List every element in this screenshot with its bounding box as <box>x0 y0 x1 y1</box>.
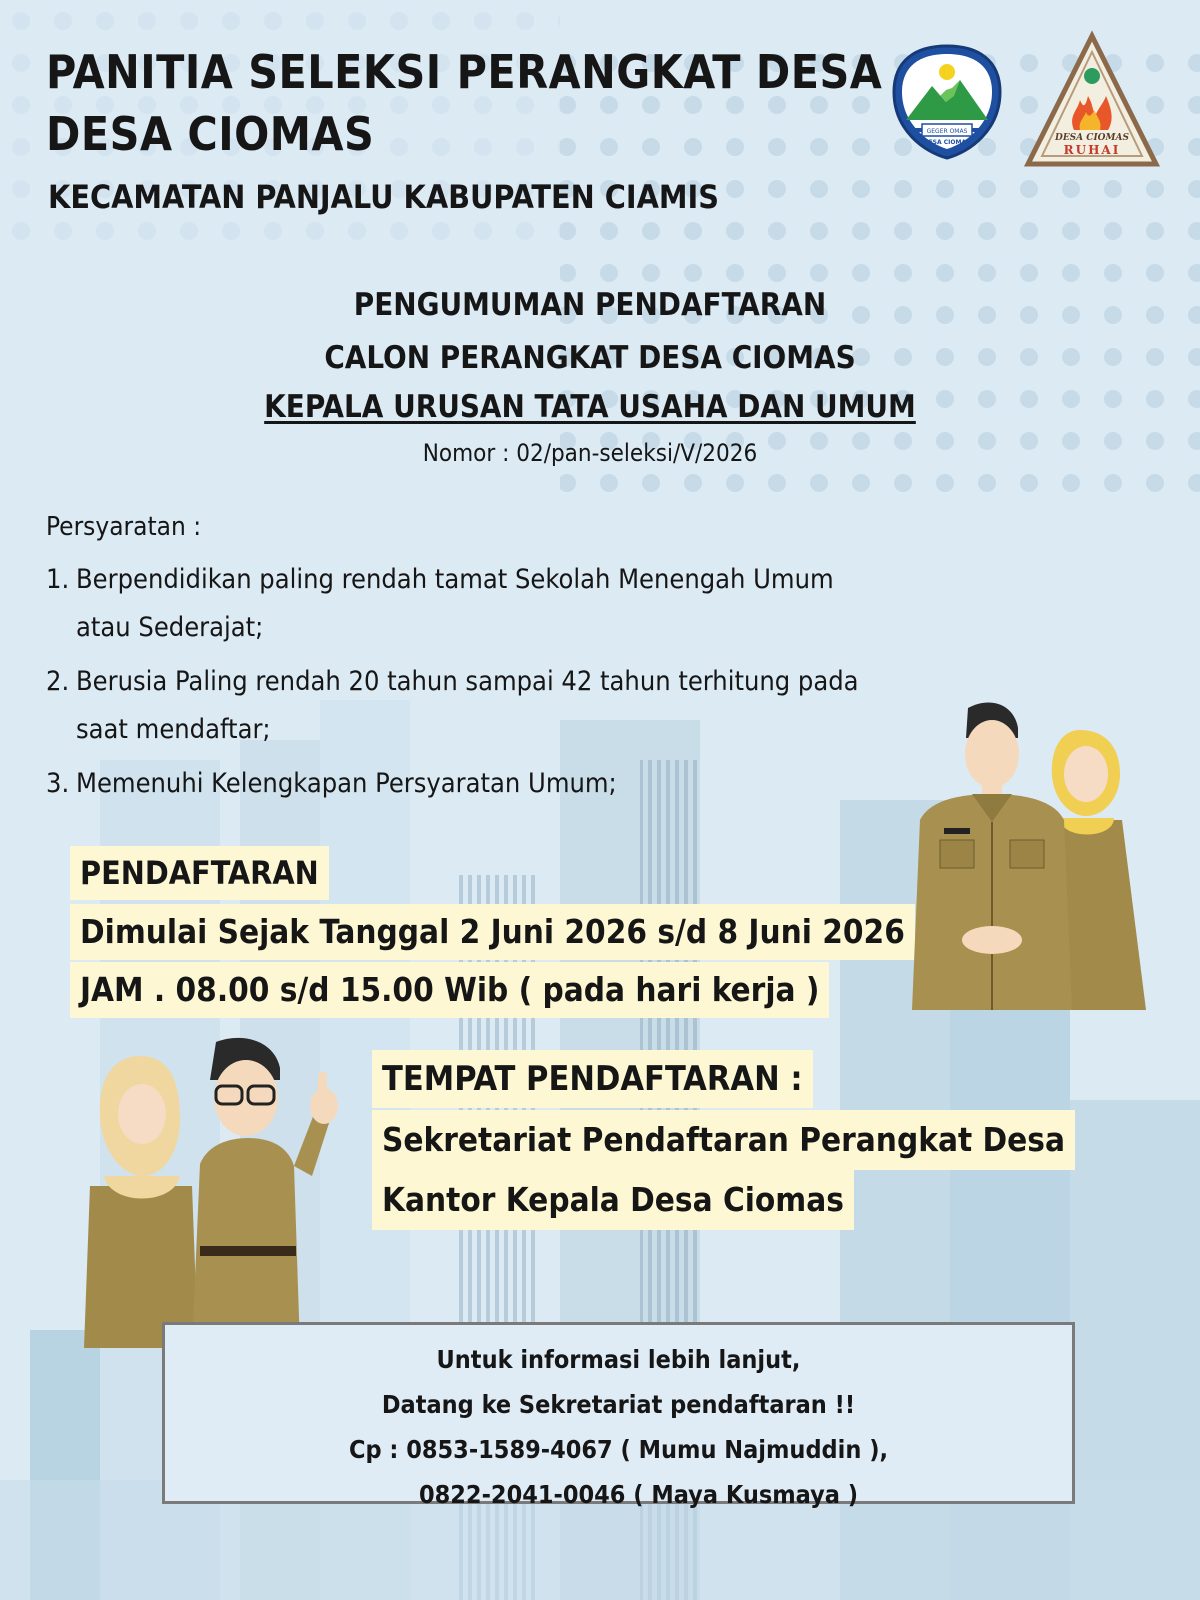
registration-title: PENDAFTARAN <box>70 846 329 900</box>
info-box <box>162 1322 1075 1509</box>
registration-hours-row <box>70 962 829 1018</box>
registration-block <box>70 846 329 900</box>
requirement-number: 2. <box>46 666 70 697</box>
logo-right-text2: RUHAI <box>1063 143 1121 157</box>
registration-dates-row <box>70 904 915 960</box>
requirement-text-cont: saat mendaftar; <box>76 714 271 745</box>
ruhai-logo <box>1022 30 1162 172</box>
info-line4: 0822-2041-0046 ( Maya Kusmaya ) <box>418 1480 859 1509</box>
place-line2-row <box>372 1170 854 1230</box>
header-title-line1: PANITIA SELEKSI PERANGKAT DESA <box>46 45 883 99</box>
logo-right-text1: DESA CIOMAS <box>1055 133 1129 143</box>
place-block <box>372 1050 813 1108</box>
officials-couple-illustration <box>910 690 1200 1030</box>
requirement-text-cont: atau Sederajat; <box>76 612 264 643</box>
header-subtitle: KECAMATAN PANJALU KABUPATEN CIAMIS <box>48 178 719 216</box>
place-line2: Kantor Kepala Desa Ciomas <box>372 1170 854 1230</box>
info-line3: Cp : 0853-1589-4067 ( Mumu Najmuddin ), <box>348 1435 889 1464</box>
logo-left-text2: DESA CIOMAS <box>923 139 971 146</box>
announcement-line3: KEPALA URUSAN TATA USAHA DAN UMUM <box>264 389 916 425</box>
requirement-item-3 <box>46 760 966 808</box>
requirement-number: 3. <box>46 768 70 799</box>
requirement-text: Memenuhi Kelengkapan Persyaratan Umum; <box>76 768 617 799</box>
logo-left-text1: GEGER OMAS <box>926 128 968 135</box>
place-title: TEMPAT PENDAFTARAN : <box>372 1050 813 1108</box>
info-line2: Datang ke Sekretariat pendaftaran !! <box>381 1390 856 1419</box>
announcement-number: Nomor : 02/pan-seleksi/V/2026 <box>422 439 758 467</box>
requirement-text: Berusia Paling rendah 20 tahun sampai 42 tahun terhitung pada <box>76 666 859 697</box>
requirement-number: 1. <box>46 564 70 595</box>
header-title-line2: DESA CIOMAS <box>46 107 375 161</box>
info-line1: Untuk informasi lebih lanjut, <box>436 1345 801 1374</box>
registration-dates: Dimulai Sejak Tanggal 2 Juni 2026 s/d 8 Juni 2026 <box>70 904 915 960</box>
announcement-line1: PENGUMUMAN PENDAFTARAN <box>353 287 827 323</box>
requirement-item-1 <box>46 556 966 652</box>
requirement-item-2 <box>46 658 966 754</box>
officials-pointing-illustration <box>80 1036 350 1348</box>
announcement-position <box>200 385 980 429</box>
place-line1: Sekretariat Pendaftaran Perangkat Desa <box>372 1110 1075 1170</box>
desa-ciomas-logo <box>888 42 1006 162</box>
requirement-text: Berpendidikan paling rendah tamat Sekolah Menengah Umum <box>76 564 834 595</box>
place-line1-row <box>372 1110 1075 1170</box>
announcement-line2: CALON PERANGKAT DESA CIOMAS <box>324 340 856 376</box>
requirements-title: Persyaratan : <box>46 512 202 542</box>
registration-hours: JAM . 08.00 s/d 15.00 Wib ( pada hari kerja ) <box>70 962 829 1018</box>
